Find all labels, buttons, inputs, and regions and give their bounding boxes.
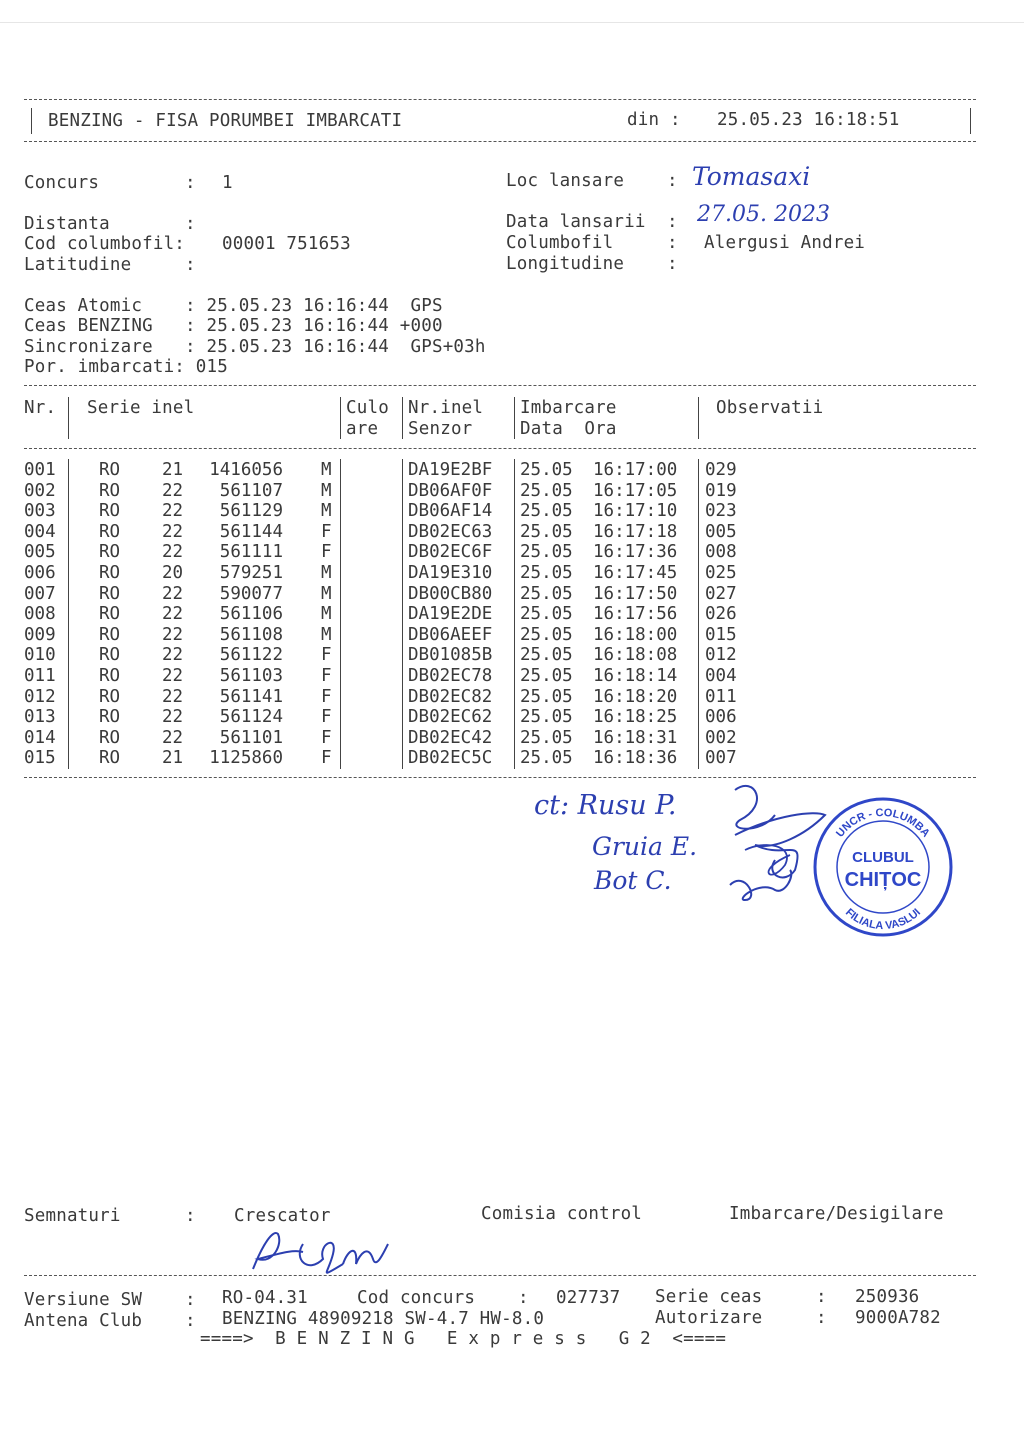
cell-an: 20 — [162, 563, 184, 583]
loc-lansare-label: Loc lansare : — [506, 171, 678, 191]
col-header-imbarcare-1: Imbarcare — [520, 398, 617, 418]
cell-obs: 012 — [705, 645, 737, 666]
cell-senzor: DA19E310 — [408, 563, 493, 583]
cell-tara: RO — [99, 460, 121, 480]
cell-sex: F — [321, 666, 332, 686]
cell-senzor: DB02EC6F — [408, 542, 493, 563]
ceas-benzing: Ceas BENZING : 25.05.23 16:16:44 +000 — [24, 316, 443, 336]
cell-ora: 16:18:00 — [593, 624, 678, 645]
cell-senzor: DA19E2BF — [408, 460, 493, 480]
cell-ora: 16:18:36 — [593, 748, 678, 769]
cell-data: 25.05 — [520, 645, 573, 666]
commission-ct-rusu: ct: Rusu P. — [534, 790, 677, 821]
cell-an: 22 — [162, 542, 184, 563]
cell-senzor: DB06AEEF — [408, 624, 493, 645]
cell-senzor: DB02EC82 — [408, 686, 493, 707]
semnaturi-label: Semnaturi : — [24, 1206, 196, 1226]
cell-obs: 023 — [705, 501, 737, 522]
cell-ora: 16:17:05 — [593, 480, 678, 501]
cell-an: 22 — [162, 521, 184, 542]
cell-nr: 006 — [24, 563, 56, 583]
serie-ceas-value: 250936 — [855, 1287, 920, 1307]
commission-bot: Bot C. — [594, 866, 672, 895]
imbarcare-desigilare-label: Imbarcare/Desigilare — [729, 1204, 944, 1224]
table-header-rule — [24, 448, 976, 449]
cell-ora: 16:17:00 — [593, 460, 678, 480]
page-title: BENZING - FISA PORUMBEI IMBARCATI — [48, 111, 403, 131]
stamp-center-1: CLUBUL — [852, 849, 914, 866]
cell-tara: RO — [99, 563, 121, 583]
header-date-label: din : — [627, 110, 681, 130]
cod-columbofil-value: 00001 751653 — [222, 234, 351, 254]
autorizare-value: 9000A782 — [855, 1308, 941, 1328]
cell-obs: 025 — [705, 563, 737, 583]
header-sep-1 — [68, 397, 69, 439]
cell-tara: RO — [99, 542, 121, 563]
cell-inel: 579251 — [219, 563, 283, 583]
cell-data: 25.05 — [520, 727, 573, 748]
cell-sex: M — [321, 460, 332, 480]
cell-nr: 015 — [24, 748, 56, 769]
concurs-value: 1 — [222, 173, 233, 193]
col-header-observatii: Observatii — [716, 398, 824, 418]
cell-obs: 027 — [705, 583, 737, 604]
header-right-bar — [970, 108, 971, 134]
concurs-label: Concurs : — [24, 173, 196, 193]
cell-an: 22 — [162, 501, 184, 522]
cell-ora: 16:18:25 — [593, 707, 678, 728]
cell-inel: 561122 — [219, 645, 283, 666]
cell-tara: RO — [99, 583, 121, 604]
body-sep-3 — [402, 459, 403, 769]
cell-obs: 019 — [705, 480, 737, 501]
cell-tara: RO — [99, 686, 121, 707]
cell-sex: M — [321, 624, 332, 645]
col-header-culoare-2: are — [346, 419, 379, 439]
cell-sex: M — [321, 583, 332, 604]
cell-senzor: DB00CB80 — [408, 583, 493, 604]
cell-senzor: DB02EC62 — [408, 707, 493, 728]
col-header-serie: Serie inel — [87, 398, 195, 418]
cell-data: 25.05 — [520, 542, 573, 563]
cell-data: 25.05 — [520, 748, 573, 769]
longitudine-label: Longitudine : — [506, 254, 678, 274]
stamp-bottom-text: FILIALA VASLUI — [842, 906, 924, 933]
cell-data: 25.05 — [520, 686, 573, 707]
cell-obs: 002 — [705, 727, 737, 748]
stamp-center-2: CHIȚOC — [844, 869, 922, 891]
serie-ceas-label: Serie ceas : — [655, 1287, 827, 1307]
cell-sex: M — [321, 501, 332, 522]
cell-nr: 013 — [24, 707, 56, 728]
cell-nr: 014 — [24, 727, 56, 748]
cell-obs: 006 — [705, 707, 737, 728]
col-header-nr: Nr. — [24, 398, 57, 418]
stamp-top-text: UNCR - COLUMBA — [834, 806, 932, 840]
cell-inel: 561141 — [219, 686, 283, 707]
cell-data: 25.05 — [520, 563, 573, 583]
data-lansarii-label: Data lansarii : — [506, 212, 678, 232]
cell-tara: RO — [99, 604, 121, 625]
ceas-atomic: Ceas Atomic : 25.05.23 16:16:44 GPS — [24, 296, 443, 316]
cell-obs: 011 — [705, 686, 737, 707]
cell-ora: 16:17:50 — [593, 583, 678, 604]
cell-obs: 026 — [705, 604, 737, 625]
cell-tara: RO — [99, 748, 121, 769]
cell-data: 25.05 — [520, 521, 573, 542]
col-header-nrinel-1: Nr.inel — [408, 398, 484, 418]
cell-sex: F — [321, 727, 332, 748]
cell-an: 21 — [162, 460, 184, 480]
col-header-imbarcare-2: Data Ora — [520, 419, 617, 439]
cell-tara: RO — [99, 707, 121, 728]
cell-data: 25.05 — [520, 707, 573, 728]
cell-obs: 015 — [705, 624, 737, 645]
cell-ora: 16:17:45 — [593, 563, 678, 583]
latitudine-label: Latitudine : — [24, 255, 196, 275]
data-lansarii-value: 27.05. 2023 — [697, 202, 830, 227]
cell-ora: 16:17:56 — [593, 604, 678, 625]
antena-club-label: Antena Club : — [24, 1311, 196, 1331]
cell-inel: 561106 — [219, 604, 283, 625]
cell-senzor: DB02EC78 — [408, 666, 493, 686]
cell-sex: M — [321, 604, 332, 625]
cell-nr: 009 — [24, 624, 56, 645]
cell-senzor: DB06AF14 — [408, 501, 493, 522]
cell-inel: 561107 — [219, 480, 283, 501]
cell-nr: 008 — [24, 604, 56, 625]
cell-tara: RO — [99, 645, 121, 666]
cell-an: 22 — [162, 666, 184, 686]
page-top-edge — [0, 22, 1024, 23]
versiune-sw-label: Versiune SW : — [24, 1290, 196, 1310]
header-top-rule — [24, 99, 976, 100]
sincronizare: Sincronizare : 25.05.23 16:16:44 GPS+03h — [24, 337, 486, 357]
columbofil-label: Columbofil : — [506, 233, 678, 253]
benzing-express-banner: ====> B E N Z I N G E x p r e s s G 2 <==== — [200, 1329, 727, 1349]
cell-inel: 561129 — [219, 501, 283, 522]
cell-data: 25.05 — [520, 604, 573, 625]
cell-ora: 16:17:18 — [593, 521, 678, 542]
cell-nr: 011 — [24, 666, 56, 686]
comisia-control-label: Comisia control — [481, 1204, 643, 1224]
cod-columbofil-label: Cod columbofil: — [24, 234, 186, 254]
cell-inel: 1416056 — [209, 460, 283, 480]
cell-obs: 029 — [705, 460, 737, 480]
header-left-bar — [31, 108, 32, 134]
table-top-rule — [24, 385, 976, 386]
cell-data: 25.05 — [520, 583, 573, 604]
distanta-label: Distanta : — [24, 214, 196, 234]
cell-ora: 16:18:20 — [593, 686, 678, 707]
cell-tara: RO — [99, 624, 121, 645]
cell-tara: RO — [99, 666, 121, 686]
cell-an: 22 — [162, 480, 184, 501]
header-sep-4 — [514, 397, 515, 439]
cell-sex: F — [321, 748, 332, 769]
porumbei-imbarcati: Por. imbarcati: 015 — [24, 357, 228, 377]
cell-nr: 012 — [24, 686, 56, 707]
body-sep-5 — [698, 459, 699, 769]
cell-senzor: DB02EC63 — [408, 521, 493, 542]
cell-sex: M — [321, 480, 332, 501]
cell-sex: F — [321, 521, 332, 542]
body-sep-4 — [514, 459, 515, 769]
columbofil-value: Alergusi Andrei — [704, 233, 866, 253]
cell-inel: 561144 — [219, 521, 283, 542]
antena-club-value: BENZING 48909218 SW-4.7 HW-8.0 — [222, 1309, 545, 1329]
cell-obs: 008 — [705, 542, 737, 563]
cell-senzor: DB01085B — [408, 645, 493, 666]
cell-sex: F — [321, 686, 332, 707]
cell-senzor: DA19E2DE — [408, 604, 493, 625]
cell-inel: 561124 — [219, 707, 283, 728]
crescator-label: Crescator — [234, 1206, 331, 1226]
cell-tara: RO — [99, 521, 121, 542]
cell-sex: M — [321, 563, 332, 583]
cell-obs: 004 — [705, 666, 737, 686]
header-sep-2 — [340, 397, 341, 439]
footer-top-rule — [24, 1275, 976, 1276]
cell-an: 22 — [162, 583, 184, 604]
cell-data: 25.05 — [520, 624, 573, 645]
cell-ora: 16:18:14 — [593, 666, 678, 686]
autorizare-label: Autorizare : — [655, 1308, 827, 1328]
cell-nr: 001 — [24, 460, 56, 480]
cell-senzor: DB06AF0F — [408, 480, 493, 501]
cell-nr: 005 — [24, 542, 56, 563]
cell-an: 22 — [162, 604, 184, 625]
cell-data: 25.05 — [520, 501, 573, 522]
cell-obs: 005 — [705, 521, 737, 542]
cell-tara: RO — [99, 480, 121, 501]
cell-senzor: DB02EC42 — [408, 727, 493, 748]
cell-inel: 561108 — [219, 624, 283, 645]
cell-tara: RO — [99, 501, 121, 522]
cell-inel: 561103 — [219, 666, 283, 686]
cell-ora: 16:18:31 — [593, 727, 678, 748]
header-sep-3 — [402, 397, 403, 439]
col-header-culoare-1: Culo — [346, 398, 389, 418]
cell-ora: 16:17:36 — [593, 542, 678, 563]
cell-tara: RO — [99, 727, 121, 748]
cell-an: 22 — [162, 727, 184, 748]
cell-inel: 590077 — [219, 583, 283, 604]
cell-an: 22 — [162, 707, 184, 728]
cell-sex: F — [321, 707, 332, 728]
cod-concurs-value: 027737 — [556, 1288, 621, 1308]
cell-inel: 1125860 — [209, 748, 283, 769]
cell-nr: 002 — [24, 480, 56, 501]
body-sep-1 — [68, 459, 69, 769]
cell-data: 25.05 — [520, 666, 573, 686]
cell-an: 21 — [162, 748, 184, 769]
cell-data: 25.05 — [520, 480, 573, 501]
cell-an: 22 — [162, 686, 184, 707]
cell-inel: 561101 — [219, 727, 283, 748]
cell-senzor: DB02EC5C — [408, 748, 493, 769]
cell-data: 25.05 — [520, 460, 573, 480]
cell-inel: 561111 — [219, 542, 283, 563]
cell-obs: 007 — [705, 748, 737, 769]
header-sep-5 — [698, 397, 699, 439]
cell-nr: 010 — [24, 645, 56, 666]
header-date-value: 25.05.23 16:18:51 — [717, 110, 900, 130]
cell-sex: F — [321, 645, 332, 666]
header-bottom-rule — [24, 141, 976, 142]
cell-sex: F — [321, 542, 332, 563]
body-sep-2 — [340, 459, 341, 769]
cell-nr: 003 — [24, 501, 56, 522]
cell-ora: 16:17:10 — [593, 501, 678, 522]
versiune-sw-value: RO-04.31 — [222, 1288, 308, 1308]
cell-ora: 16:18:08 — [593, 645, 678, 666]
cod-concurs-label: Cod concurs : — [357, 1288, 529, 1308]
commission-gruia: Gruia E. — [592, 832, 698, 861]
svg-text:UNCR - COLUMBA — [834, 807, 932, 840]
cell-an: 22 — [162, 624, 184, 645]
club-stamp — [812, 796, 954, 938]
cell-nr: 004 — [24, 521, 56, 542]
cell-nr: 007 — [24, 583, 56, 604]
cell-an: 22 — [162, 645, 184, 666]
col-header-nrinel-2: Senzor — [408, 419, 473, 439]
loc-lansare-value: Tomasaxi — [692, 162, 811, 191]
